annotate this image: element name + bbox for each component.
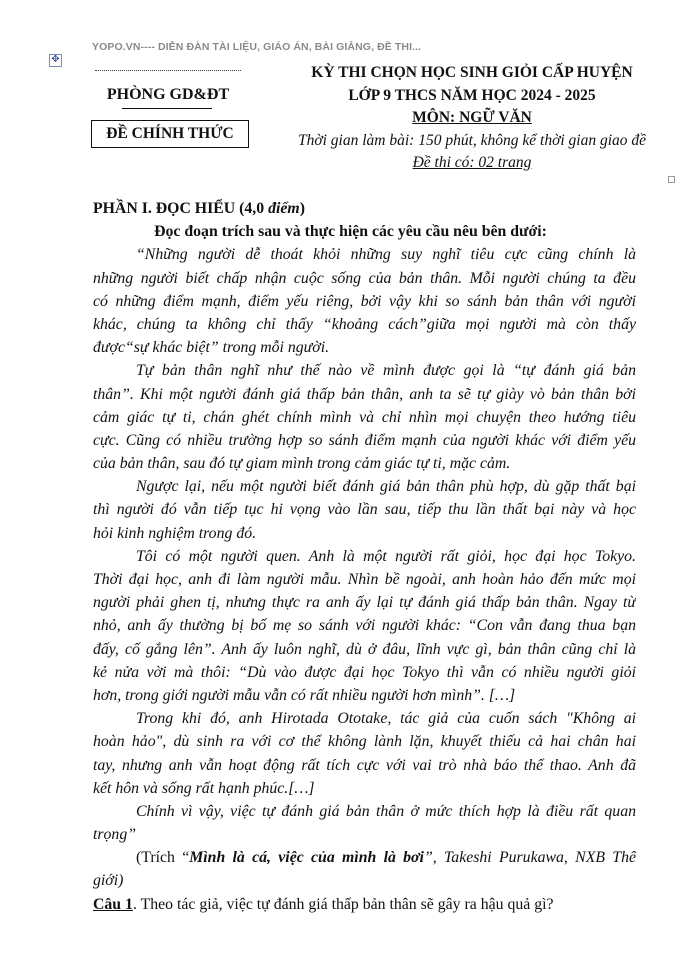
move-handle-icon[interactable]: ✥ [49,54,62,67]
passage-line: cực. Cũng có nhiều trường hợp so sánh điểm mạnh của người khác với điểm yếu [93,431,636,449]
citation-continued: giới) [93,872,124,890]
official-exam-box: ĐỀ CHÍNH THỨC [91,120,249,148]
section-instruction: Đọc đoạn trích sau và thực hiện các yêu cầu nêu bên dưới: [154,223,547,241]
passage-line: cảm giác tự ti, chán ghét chính mình và chỉ nhìn mọi chuyện theo hướng tiêu [93,408,636,426]
passage-line: “Những người dễ thoát khỏi những suy nghĩ tiêu cực cũng chính là [136,246,636,264]
passage-line: thì người đó vẫn tiếp tục hi vọng vào lần sau, tiếp thu lần thất bại này và học [93,501,636,519]
passage-line: Tôi có một người quen. Anh là một người rất giỏi, học đại học Tokyo. [136,547,636,565]
exam-grade-year: LỚP 9 THCS NĂM HỌC 2024 - 2025 [348,87,596,104]
passage-line: kết hôn và sống rất hạnh phúc.[…] [93,779,315,797]
passage-line: người phải ghen tị, nhưng thực ra anh ấy lại tự đánh giá thấp bản thân. Ngay từ [93,594,636,612]
passage-line: được“sự khác biệt” trong mỗi người. [93,339,330,357]
dotted-line [95,70,241,71]
passage-line: thân”. Khi một người đánh giá thấp bản thân, anh ta sẽ tự giày vò bản thân bởi [93,385,636,403]
passage-line: Trong khi đó, anh Hirotada Ototake, tác giả của cuốn sách "Không ai [136,710,636,728]
passage-line: nhỏ, anh ấy thường bị bố mẹ so sánh với người khác: “Con vẫn đang thua bạn [93,617,636,635]
passage-line: những người biết chấp nhận cuộc sống của bản thân. Mỗi người chúng ta đều [93,269,636,287]
passage-line: đấy, cố gắng lên”. Anh ấy luôn nghĩ, dù ở đâu, lĩnh vực gì, bản thân cũng chỉ là [93,640,636,658]
passage-line: của bản thân, sau đó tự giam mình trong cảm giác tự ti, mặc cảm. [93,455,511,473]
passage-line: khác, chúng ta không chỉ thấy “khoảng cách”giữa mọi người mà còn thấy [93,315,636,333]
passage-line: Tự bản thân nghĩ như thế nào về mình được gọi là “tự đánh giá bản [136,362,636,380]
exam-time: Thời gian làm bài: 150 phút, không kể thời gian giao đề [297,132,647,149]
passage-line: có những điểm mạnh, điểm yếu riêng, bởi vậy khi so sánh bản thân với người [93,292,636,310]
department-name: PHÒNG GD&ĐT [106,86,230,103]
question-1: Câu 1. Theo tác giả, việc tự đánh giá thấp bản thân sẽ gây ra hậu quả gì? [93,895,554,913]
exam-body [93,197,636,916]
passage-line: trọng” [93,826,137,844]
watermark-header: YOPO.VN---- DIỄN ĐÀN TÀI LIỆU, GIÁO ÁN, BÀI GIẢNG, ĐỀ THI... [92,41,422,53]
passage-line: kẻ nửa vời mà thôi: “Dù vào được đại học Tokyo thì vẫn có nhiều người giỏi [93,663,636,681]
passage-line: Chính vì vậy, việc tự đánh giá bản thân ở mức thích hợp là điều rất quan [136,802,636,820]
exam-title: KỲ THI CHỌN HỌC SINH GIỎI CẤP HUYỆN [311,64,633,81]
passage-line: hoàn hảo", dù sinh ra với cơ thể không lành lặn, khuyết thiếu cả hai chân hai [93,733,636,751]
department-underline [122,108,212,109]
citation: (Trích “Mình là cá, việc của mình là bơi”, Takeshi Purukawa, NXB Thế [136,849,636,867]
section-title: PHẦN I. ĐỌC HIỂU (4,0 điểm) [93,200,305,217]
exam-pages: Đề thi có: 02 trang [412,154,532,171]
passage-line: Ngược lại, nếu một người biết đánh giá bản thân phù hợp, dù gặp thất bại [136,478,636,496]
passage-line: tay, nhưng anh vẫn hoạt động rất tích cực với vai trò nhà báo thể thao. Anh đã [93,756,636,774]
exam-subject: MÔN: NGỮ VĂN [412,109,532,126]
passage-line: Thời đại học, anh đi làm người mẫu. Nhìn bề ngoài, anh hoàn hảo đến mức mọi [93,571,636,588]
text-box-corner [668,176,675,183]
passage-line: hơn, trong giới người mẫu vẫn có rất nhiều người hơn mình”. […] [93,686,516,704]
passage-line: hỏi kinh nghiệm trong đó. [93,524,257,542]
